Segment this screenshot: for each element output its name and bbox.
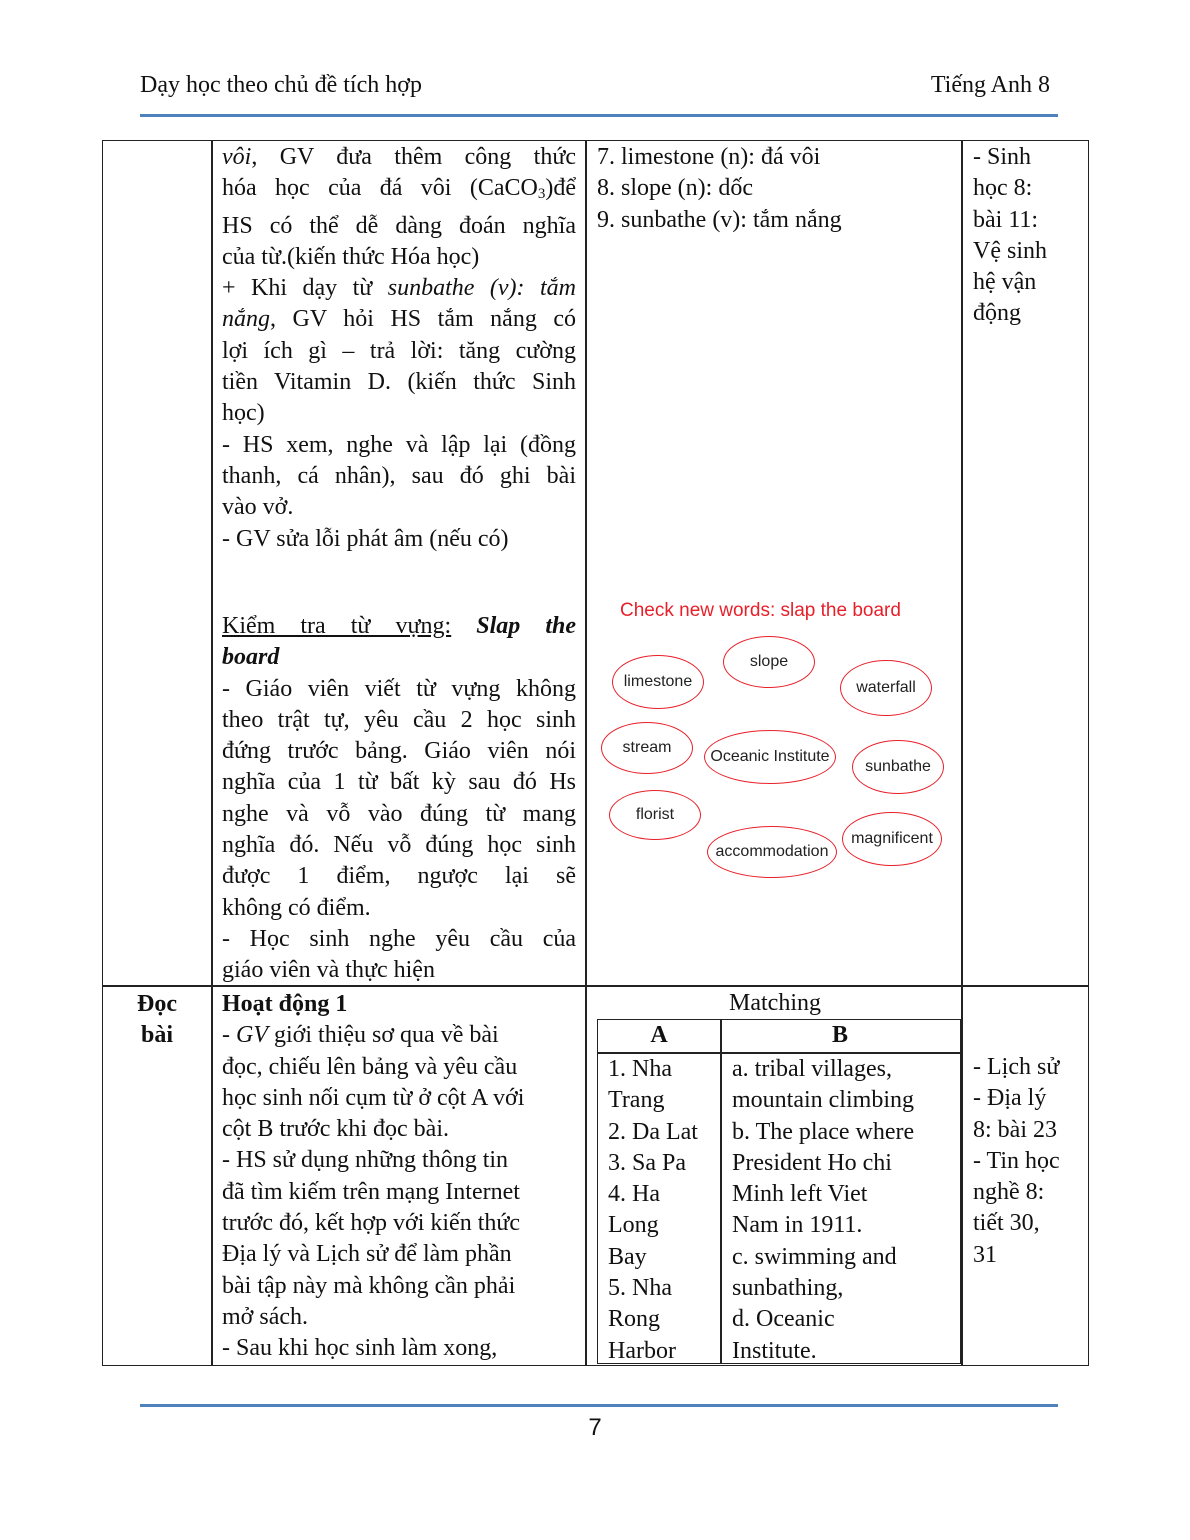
row2-activity-cell xyxy=(222,989,582,1365)
matching-a-line: Trang xyxy=(608,1087,665,1114)
matching-a-line: Bay xyxy=(608,1243,647,1270)
activity-line: nghĩa của 1 từ bất kỳ sau đó Hs xyxy=(222,769,576,796)
activity-line: trước đó, kết hợp với kiến thức xyxy=(222,1210,521,1237)
matching-column-divider xyxy=(720,1020,722,1363)
matching-a-line: 5. Nha xyxy=(608,1275,672,1302)
integration-line: Vệ sinh xyxy=(973,237,1047,264)
activity-line: + Khi dạy từ sunbathe (v): tắm xyxy=(222,275,576,302)
activity-line: nghĩa đó. Nếu vỗ đúng học sinh xyxy=(222,832,576,859)
activity-line: cột B trước khi đọc bài. xyxy=(222,1116,449,1143)
vocab-check-heading-cont: board xyxy=(222,644,280,671)
integration-line: - Địa lý xyxy=(973,1085,1047,1112)
matching-a-line: Long xyxy=(608,1212,659,1239)
vocab-item: 7. limestone (n): đá vôi xyxy=(597,144,821,170)
slap-board-title: Check new words: slap the board xyxy=(620,600,901,621)
vocab-list xyxy=(597,142,957,236)
page-number: 7 xyxy=(588,1414,602,1441)
word-bubble: Oceanic Institute xyxy=(704,730,836,784)
word-bubble: waterfall xyxy=(840,660,932,716)
matching-a-line: 4. Ha xyxy=(608,1181,660,1208)
activity-line: mở sách. xyxy=(222,1303,309,1330)
matching-b-line: d. Oceanic xyxy=(732,1306,835,1333)
matching-col-a-header: A xyxy=(650,1022,668,1048)
activity-line: đọc, chiếu lên bảng và yêu cầu xyxy=(222,1053,518,1080)
activity-line: lợi ích gì – trả lời: tăng cường xyxy=(222,337,576,364)
activity-line: thanh, cá nhân), sau đó ghi bài xyxy=(222,462,576,489)
integration-line: bài 11: xyxy=(973,206,1039,233)
matching-b-line: c. swimming and xyxy=(732,1243,897,1270)
activity-line: - GV sửa lỗi phát âm (nếu có) xyxy=(222,525,509,552)
activity-line: - Sau khi học sinh làm xong, xyxy=(222,1335,498,1362)
integration-line: 31 xyxy=(973,1241,997,1268)
word-bubble: accommodation xyxy=(707,826,837,878)
activity-line: - HS sử dụng những thông tin xyxy=(222,1147,509,1174)
activity-line: tiền Vitamin D. (kiến thức Sinh xyxy=(222,369,576,396)
activity-line: - GV giới thiệu sơ qua về bài xyxy=(222,1022,499,1049)
integration-line: học 8: xyxy=(973,175,1033,202)
matching-b-line: Nam in 1911. xyxy=(732,1212,863,1239)
vocab-check-heading: Kiểm tra từ vựng: Slap the xyxy=(222,613,577,639)
word-bubble: magnificent xyxy=(842,812,942,866)
activity-line: bài tập này mà không cần phải xyxy=(222,1272,516,1299)
activity-line: của từ.(kiến thức Hóa học) xyxy=(222,243,480,270)
activity-line: đứng trước bảng. Giáo viên nói xyxy=(222,738,576,765)
header-divider xyxy=(140,114,1058,117)
matching-b-line: mountain climbing xyxy=(732,1087,914,1114)
integration-line: 8: bài 23 xyxy=(973,1116,1057,1143)
integration-line: động xyxy=(973,300,1021,327)
integration-line: nghề 8: xyxy=(973,1179,1045,1206)
word-bubble: limestone xyxy=(612,655,704,709)
row1-integration-cell xyxy=(973,142,1083,330)
matching-b-line: b. The place where xyxy=(732,1118,915,1145)
activity-line: giáo viên và thực hiện xyxy=(222,957,435,984)
activity-line: đã tìm kiếm trên mạng Internet xyxy=(222,1178,520,1205)
activity-line: Địa lý và Lịch sử để làm phần xyxy=(222,1241,512,1268)
matching-col-a xyxy=(608,1054,718,1367)
vocab-item: 8. slope (n): dốc xyxy=(597,175,753,202)
activity-line: học sinh nối cụm từ ở cột A với xyxy=(222,1084,525,1111)
activity-line: hóa học của đá vôi (CaCO$_3$)để xyxy=(222,175,576,203)
section-label-line: bài xyxy=(140,1022,173,1049)
integration-line: - Sinh xyxy=(973,144,1032,170)
matching-title: Matching xyxy=(729,990,821,1016)
vocab-item: 9. sunbathe (v): tắm nắng xyxy=(597,206,842,233)
matching-a-line: Rong xyxy=(608,1306,661,1333)
activity-line: - Học sinh nghe yêu cầu của xyxy=(222,925,576,952)
matching-b-line: President Ho chi xyxy=(732,1149,892,1176)
word-bubble: slope xyxy=(723,636,815,688)
matching-b-line: sunbathing, xyxy=(732,1275,844,1302)
activity-line: - Giáo viên viết từ vựng không xyxy=(222,675,576,702)
matching-a-line: 2. Da Lat xyxy=(608,1118,698,1145)
integration-line: - Lịch sử xyxy=(973,1054,1060,1080)
col-divider-3 xyxy=(961,140,963,1366)
matching-a-line: Harbor xyxy=(608,1337,676,1364)
matching-a-line: 1. Nha xyxy=(608,1056,672,1082)
header-course-title: Tiếng Anh 8 xyxy=(930,72,1050,98)
matching-col-b xyxy=(732,1054,958,1367)
activity-line: vôi, GV đưa thêm công thức xyxy=(222,144,576,170)
activity-line: học) xyxy=(222,400,265,427)
activity-line: không có điểm. xyxy=(222,894,371,921)
matching-a-line: 3. Sa Pa xyxy=(608,1149,686,1176)
activity-line: - HS xem, nghe và lập lại (đồng xyxy=(222,431,576,458)
activity-line: HS có thể dễ dàng đoán nghĩa xyxy=(222,212,576,239)
matching-b-line: a. tribal villages, xyxy=(732,1056,892,1082)
col-divider-2 xyxy=(585,140,587,1366)
activity-title: Hoạt động 1 xyxy=(222,991,348,1017)
row1-activity-cell xyxy=(222,142,576,555)
word-bubble: sunbathe xyxy=(852,740,944,794)
row2-integration-cell xyxy=(973,1052,1085,1271)
activity-line: được 1 điểm, ngược lại sẽ xyxy=(222,863,576,890)
section-label-line: Đọc xyxy=(137,991,177,1017)
activity-line: nghe và vỗ vào đúng từ mang xyxy=(222,800,576,827)
integration-line: - Tin học xyxy=(973,1147,1060,1174)
header-subject-title: Dạy học theo chủ đề tích hợp xyxy=(140,72,422,98)
matching-table xyxy=(597,1019,961,1364)
matching-b-line: Minh left Viet xyxy=(732,1181,868,1208)
integration-line: hệ vận xyxy=(973,269,1037,296)
word-bubble: stream xyxy=(601,722,693,774)
matching-b-line: Institute. xyxy=(732,1337,817,1364)
activity-line: nắng, GV hỏi HS tắm nắng có xyxy=(222,306,576,333)
activity-line: vào vở. xyxy=(222,494,294,521)
footer-divider xyxy=(140,1404,1058,1407)
matching-col-b-header: B xyxy=(831,1022,848,1048)
col-divider-1 xyxy=(211,140,213,1366)
integration-line: tiết 30, xyxy=(973,1210,1040,1237)
word-bubble: florist xyxy=(609,790,701,840)
vocab-check-block xyxy=(222,611,576,987)
activity-line: theo trật tự, yêu cầu 2 học sinh xyxy=(222,706,576,733)
section-label xyxy=(102,989,212,1052)
